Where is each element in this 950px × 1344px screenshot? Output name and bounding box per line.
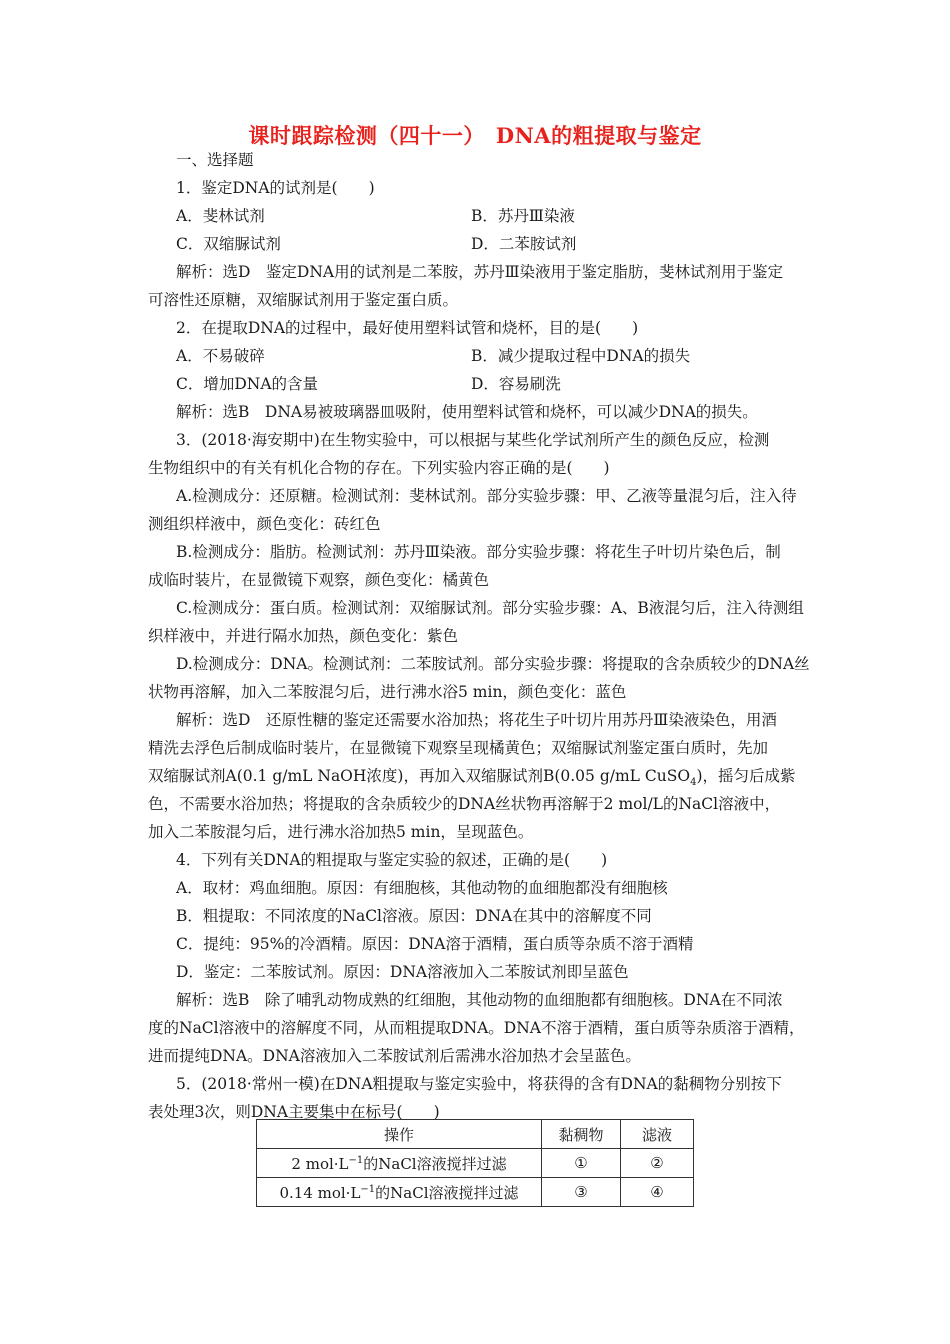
table-header-cell: 黏稠物 bbox=[542, 1120, 621, 1149]
q3-explanation-line: 精洗去浮色后制成临时装片，在显微镜下观察呈现橘黄色；双缩脲试剂鉴定蛋白质时，先加 bbox=[148, 739, 769, 757]
q2-option-d: D．容易刷洗 bbox=[471, 375, 561, 393]
q4-explanation-line: 进而提纯DNA。DNA溶液加入二苯胺试剂后需沸水浴加热才会呈蓝色。 bbox=[148, 1047, 641, 1065]
q4-explanation-line: 度的NaCl溶液中的溶解度不同，从而粗提取DNA。DNA不溶于酒精，蛋白质等杂质溶于酒精， bbox=[148, 1019, 805, 1037]
cell-text: 的NaCl溶液搅拌过滤 bbox=[363, 1154, 507, 1173]
q1-explanation-line: 解析：选D 鉴定DNA用的试剂是二苯胺，苏丹Ⅲ染液用于鉴定脂肪，斐林试剂用于鉴定 bbox=[176, 263, 784, 281]
q3-stem-line: 生物组织中的有关有机化合物的存在。下列实验内容正确的是( ) bbox=[148, 459, 610, 477]
q4-explanation-line: 解析：选B 除了哺乳动物成熟的红细胞，其他动物的血细胞都有细胞核。DNA在不同浓 bbox=[176, 991, 783, 1009]
table-cell-filtrate: ④ bbox=[621, 1178, 694, 1207]
q3-option-d: D.检测成分：DNA。检测试剂：二苯胺试剂。部分实验步骤：将提取的含杂质较少的DNA丝 bbox=[176, 655, 810, 673]
q3-option-a: A.检测成分：还原糖。检测试剂：斐林试剂。部分实验步骤：甲、乙液等量混匀后，注入待 bbox=[176, 487, 797, 505]
q5-table bbox=[256, 1119, 694, 1207]
table-cell-sticky: ③ bbox=[542, 1178, 621, 1207]
q3-explanation-line: 色，不需要水浴加热；将提取的含杂质较少的DNA丝状物再溶解于2 mol/L的NaCl溶液中， bbox=[148, 795, 781, 813]
table-cell-operation bbox=[257, 1178, 542, 1207]
q3-option-d-cont: 状物再溶解，加入二苯胺混匀后，进行沸水浴5 min，颜色变化：蓝色 bbox=[148, 683, 627, 701]
q1-stem: 1．鉴定DNA的试剂是( ) bbox=[176, 179, 375, 197]
q3-option-c-cont: 织样液中，并进行隔水加热，颜色变化：紫色 bbox=[148, 627, 459, 645]
q2-explanation-line: 解析：选B DNA易被玻璃器皿吸附，使用塑料试管和烧杯，可以减少DNA的损失。 bbox=[176, 403, 758, 421]
table-row bbox=[257, 1178, 694, 1207]
table-header-cell: 操作 bbox=[257, 1120, 542, 1149]
q3-option-c: C.检测成分：蛋白质。检测试剂：双缩脲试剂。部分实验步骤：A、B液混匀后，注入待测组 bbox=[176, 599, 804, 617]
q1-explanation-line: 可溶性还原糖，双缩脲试剂用于鉴定蛋白质。 bbox=[148, 291, 459, 309]
q2-option-a: A．不易破碎 bbox=[176, 347, 265, 365]
q2-option-b: B．减少提取过程中DNA的损失 bbox=[471, 347, 691, 365]
cell-text: 0.14 mol·L bbox=[279, 1183, 361, 1202]
q3-explanation-line bbox=[148, 762, 796, 790]
q3-option-b-cont: 成临时装片，在显微镜下观察，颜色变化：橘黄色 bbox=[148, 571, 490, 589]
q4-stem: 4．下列有关DNA的粗提取与鉴定实验的叙述，正确的是( ) bbox=[176, 851, 608, 869]
q4-option-b: B．粗提取：不同浓度的NaCl溶液。原因：DNA在其中的溶解度不同 bbox=[176, 907, 652, 925]
q5-stem-line: 表处理3次，则DNA主要集中在标号( ) bbox=[148, 1103, 440, 1121]
table-row bbox=[257, 1149, 694, 1178]
table-cell-operation bbox=[257, 1149, 542, 1178]
q1-option-a: A．斐林试剂 bbox=[176, 207, 265, 225]
q1-option-b: B．苏丹Ⅲ染液 bbox=[471, 207, 575, 225]
q3-explanation-line: 解析：选D 还原性糖的鉴定还需要水浴加热；将花生子叶切片用苏丹Ⅲ染液染色，用酒 bbox=[176, 711, 777, 729]
q4-option-d: D．鉴定：二苯胺试剂。原因：DNA溶液加入二苯胺试剂即呈蓝色 bbox=[176, 963, 629, 981]
q5-stem-line: 5．(2018·常州一模)在DNA粗提取与鉴定实验中，将获得的含有DNA的黏稠物分别按下 bbox=[176, 1075, 782, 1093]
superscript: −1 bbox=[360, 1183, 376, 1195]
q3-option-a-cont: 测组织样液中，颜色变化：砖红色 bbox=[148, 515, 381, 533]
q3-explanation-line: 加入二苯胺混匀后，进行沸水浴加热5 min，呈现蓝色。 bbox=[148, 823, 534, 841]
table-cell-filtrate: ② bbox=[621, 1149, 694, 1178]
subscript: 4 bbox=[690, 777, 697, 789]
q3-explanation-text: )，摇匀后成紫 bbox=[696, 767, 796, 785]
q2-stem: 2．在提取DNA的过程中，最好使用塑料试管和烧杯，目的是( ) bbox=[176, 319, 639, 337]
q3-option-b: B.检测成分：脂肪。检测试剂：苏丹Ⅲ染液。部分实验步骤：将花生子叶切片染色后，制 bbox=[176, 543, 781, 561]
q3-explanation-text: 双缩脲试剂A(0.1 g/mL NaOH浓度)，再加入双缩脲试剂B(0.05 g/mL CuSO bbox=[148, 767, 691, 785]
cell-text: 的NaCl溶液搅拌过滤 bbox=[375, 1183, 519, 1202]
superscript: −1 bbox=[348, 1154, 364, 1166]
table-cell-sticky: ① bbox=[542, 1149, 621, 1178]
q1-option-c: C．双缩脲试剂 bbox=[176, 235, 281, 253]
q1-option-d: D．二苯胺试剂 bbox=[471, 235, 577, 253]
page-title: 课时跟踪检测（四十一） DNA的粗提取与鉴定 bbox=[248, 123, 702, 148]
q4-option-c: C．提纯：95%的冷酒精。原因：DNA溶于酒精，蛋白质等杂质不溶于酒精 bbox=[176, 935, 694, 953]
cell-text: 2 mol·L bbox=[291, 1154, 349, 1173]
q4-option-a: A．取材：鸡血细胞。原因：有细胞核，其他动物的血细胞都没有细胞核 bbox=[176, 879, 668, 897]
section-heading: 一、选择题 bbox=[176, 151, 254, 169]
table-header-row bbox=[257, 1120, 694, 1149]
q3-stem-line: 3．(2018·海安期中)在生物实验中，可以根据与某些化学试剂所产生的颜色反应，检测 bbox=[176, 431, 770, 449]
q2-option-c: C．增加DNA的含量 bbox=[176, 375, 319, 393]
table-header-cell: 滤液 bbox=[621, 1120, 694, 1149]
